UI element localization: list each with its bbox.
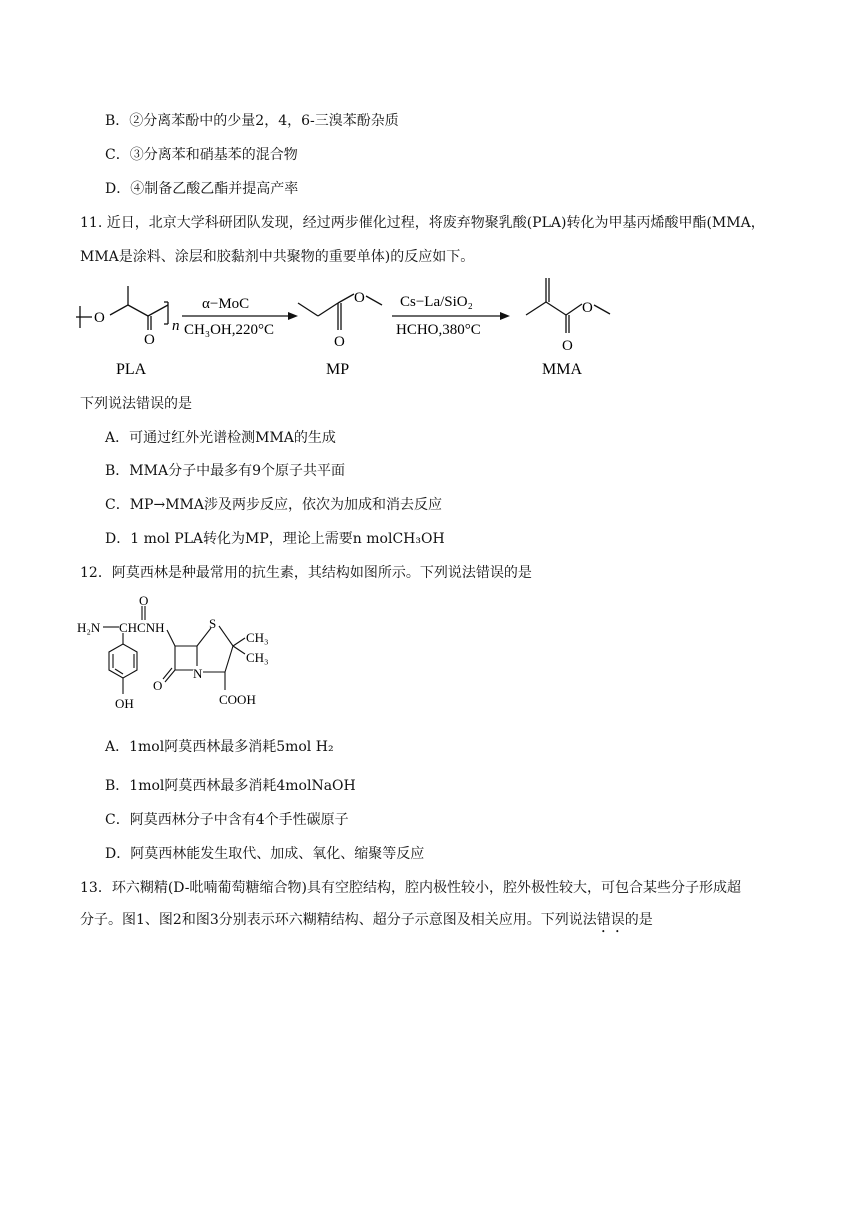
amide-oxygen: O (139, 593, 149, 608)
label-mma: MMA (542, 361, 583, 378)
label-pla: PLA (116, 361, 147, 378)
q11-option-d: D．1 mol PLA转化为MP，理论上需要n molCH₃OH (105, 531, 445, 547)
q13-stem-line2-pre: 分子。图1、图2和图3分别表示环六糊精结构、超分子示意图及相关应用。下列说法 (80, 912, 597, 928)
prev-option-d: D．④制备乙酸乙酯并提高产率 (105, 181, 299, 197)
mp-ester-oxygen: O (354, 290, 365, 306)
q12-option-a: A．1mol阿莫西林最多消耗5mol H₂ (105, 739, 334, 755)
step2-conditions: HCHO,380°C (396, 322, 481, 338)
amoxicillin-structure (75, 590, 290, 720)
q12-option-c: C．阿莫西林分子中含有4个手性碳原子 (105, 812, 349, 828)
pla-subscript-n: n (172, 318, 180, 334)
q12-stem: 12．阿莫西林是种最常用的抗生素，其结构如图所示。下列说法错误的是 (80, 565, 532, 581)
methyl-1: CH₃ (246, 630, 269, 645)
step1-reagent: α−MoC (202, 296, 250, 312)
step2-catalyst: Cs−La/SiO₂ (400, 294, 473, 310)
amino-group: H₂N (77, 620, 101, 635)
q11-option-b: B．MMA分子中最多有9个原子共平面 (105, 463, 345, 479)
label-mp: MP (326, 361, 350, 378)
prev-option-b: B．②分离苯酚中的少量2，4，6-三溴苯酚杂质 (105, 113, 399, 129)
hydroxyl-group: OH (115, 696, 134, 711)
carboxyl-group: COOH (219, 692, 256, 707)
nitrogen-atom: N (193, 666, 203, 681)
q12-option-d: D．阿莫西林能发生取代、加成、氧化、缩聚等反应 (105, 846, 425, 862)
mma-ester-oxygen: O (582, 300, 593, 316)
q11-option-c: C．MP→MMA涉及两步反应，依次为加成和消去反应 (105, 497, 442, 513)
methyl-2: CH₃ (246, 650, 269, 665)
q11-reaction-scheme (70, 278, 630, 378)
q13-stem-line2 (80, 910, 653, 936)
q13-emphasis-wrong: 错误 (596, 912, 625, 928)
q11-stem-line1: 11. 近日，北京大学科研团队发现，经过两步催化过程，将废弃物聚乳酸(PLA)转化为甲基丙烯酸甲酯(MMA， (80, 215, 765, 231)
lactam-oxygen: O (153, 678, 163, 693)
pla-oxygen: O (94, 310, 105, 326)
q12-option-b: B．1mol阿莫西林最多消耗4molNaOH (105, 778, 356, 794)
step1-conditions: CH₃OH,220°C (184, 322, 274, 338)
pla-carbonyl-oxygen: O (144, 332, 155, 348)
q13-stem-line1: 13．环六糊精(D-吡喃葡萄糖缩合物)具有空腔结构，腔内极性较小，腔外极性较大，可包合某些分子形成超 (80, 880, 741, 896)
chcnh-group: CHCNH (119, 620, 165, 635)
sulfur-atom: S (209, 616, 217, 631)
q13-stem-line2-post: 的是 (624, 912, 653, 928)
mp-carbonyl-oxygen: O (334, 334, 345, 350)
prev-option-c: C．③分离苯和硝基苯的混合物 (105, 147, 298, 163)
q11-option-a: A．可通过红外光谱检测MMA的生成 (105, 430, 336, 446)
q11-stem-line2: MMA是涂料、涂层和胶黏剂中共聚物的重要单体)的反应如下。 (80, 249, 475, 265)
mma-carbonyl-oxygen: O (562, 338, 573, 354)
q11-prompt: 下列说法错误的是 (80, 396, 192, 412)
